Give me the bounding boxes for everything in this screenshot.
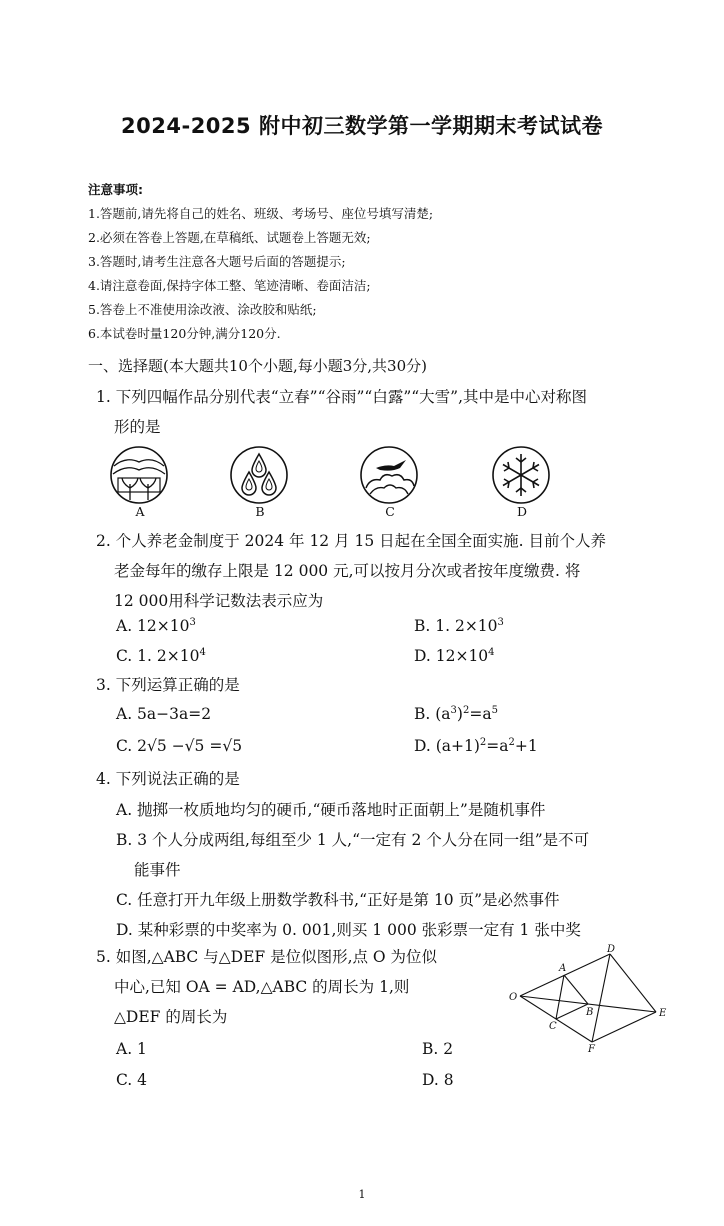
point-f-label: F [588, 1044, 595, 1054]
question-3 [96, 670, 240, 700]
notes-item: 3.答题时,请考生注意各大题号后面的答题提示; [88, 254, 346, 269]
q2-option-b[interactable] [414, 617, 504, 635]
notes-block [88, 178, 433, 346]
q1-line1: 1. 下列四幅作品分别代表“立春”“谷雨”“白露”“大雪”,其中是中心对称图 [96, 388, 588, 406]
notes-item: 4.请注意卷面,保持字体工整、笔迹清晰、卷面洁洁; [88, 278, 371, 293]
q5-option-c[interactable]: C. 4 [116, 1071, 148, 1089]
bird-clouds-icon [358, 444, 420, 506]
q2-option-d-text: D. 12×10 [414, 647, 489, 666]
picture-b [228, 444, 292, 519]
q3-option-b-part: B. (a [414, 705, 451, 724]
q3-option-b-part: =a [469, 705, 492, 724]
notes-item: 6.本试卷时量120分钟,满分120分. [88, 326, 281, 341]
section-heading: 一、选择题(本大题共10个小题,每小题3分,共30分) [88, 357, 427, 375]
exam-title: 2024-2025 附中初三数学第一学期期末考试试卷 [121, 114, 603, 138]
q5-line1: 5. 如图,△ABC 与△DEF 是位似图形,点 O 为位似 [96, 948, 438, 966]
page-number: 1 [358, 1188, 366, 1201]
q4-option-a[interactable]: A. 抛掷一枚质地均匀的硬币,“硬币落地时正面朝上”是随机事件 [116, 801, 546, 819]
q3-option-b-exp: 5 [491, 705, 498, 716]
q2-line3: 12 000用科学记数法表示应为 [114, 592, 324, 610]
q3-option-d-part: D. (a+1) [414, 737, 480, 756]
q2-line1: 2. 个人养老金制度于 2024 年 12 月 15 日起在全国全面实施. 目前个人养 [96, 532, 607, 550]
question-5 [96, 942, 437, 1032]
q4-stem: 4. 下列说法正确的是 [96, 770, 240, 788]
q5-line2: 中心,已知 OA = AD,△ABC 的周长为 1,则 [114, 978, 410, 996]
point-d-label: D [607, 944, 616, 955]
point-o-label: O [509, 992, 518, 1003]
point-e-label: E [659, 1008, 667, 1019]
picture-c [358, 444, 422, 519]
q2-option-c-exp: 4 [199, 647, 206, 658]
q2-option-a[interactable] [116, 617, 196, 635]
q3-stem: 3. 下列运算正确的是 [96, 676, 240, 694]
notes-item: 1.答题前,请先将自己的姓名、班级、考场号、座位号填写清楚; [88, 206, 434, 221]
q1-pictures [108, 444, 568, 524]
q2-option-b-exp: 3 [497, 617, 504, 628]
q2-option-a-text: A. 12×10 [116, 617, 190, 636]
picture-d [490, 444, 554, 519]
label-b: B [255, 504, 265, 519]
raindrops-icon [228, 444, 290, 506]
q3-option-b-exp: 3 [450, 705, 457, 716]
q2-line2: 老金每年的缴存上限是 12 000 元,可以按月分次或者按年度缴费. 将 [114, 562, 581, 580]
q2-option-d[interactable] [414, 647, 495, 665]
q2-option-c-text: C. 1. 2×10 [116, 647, 200, 666]
question-2 [96, 526, 606, 616]
label-d: D [516, 504, 528, 519]
point-b-label: B [586, 1007, 594, 1018]
q2-option-c[interactable] [116, 647, 206, 665]
q2-option-d-exp: 4 [488, 647, 495, 658]
notes-item: 5.答卷上不准使用涂改液、涂改胶和贴纸; [88, 302, 317, 317]
q5-option-a[interactable]: A. 1 [116, 1040, 147, 1058]
q4-option-b-cont: 能事件 [134, 861, 181, 879]
q3-option-d-part: +1 [514, 737, 538, 756]
q5-homothety-figure [506, 944, 676, 1054]
q3-option-d-part: =a [486, 737, 509, 756]
q5-line3: △DEF 的周长为 [114, 1008, 228, 1026]
q4-option-d[interactable]: D. 某种彩票的中奖率为 0. 001,则买 1 000 张彩票一定有 1 张中奖 [116, 921, 581, 939]
q1-line2: 形的是 [114, 418, 161, 436]
q3-option-d-exp: 2 [479, 737, 487, 748]
point-c-label: C [549, 1021, 557, 1032]
q4-option-c[interactable]: C. 任意打开九年级上册数学教科书,“正好是第 10 页”是必然事件 [116, 891, 560, 909]
q3-option-c[interactable]: C. 2√5 −√5 =√5 [116, 737, 243, 755]
notes-heading: 注意事项: [88, 182, 143, 197]
q5-option-d[interactable]: D. 8 [422, 1071, 454, 1089]
q2-option-b-text: B. 1. 2×10 [414, 617, 498, 636]
label-c: C [385, 504, 395, 519]
q3-option-b[interactable] [414, 705, 498, 723]
picture-a [108, 444, 172, 519]
q3-option-d-exp: 2 [508, 737, 515, 748]
q5-option-b[interactable]: B. 2 [422, 1040, 454, 1058]
q4-option-b[interactable]: B. 3 个人分成两组,每组至少 1 人,“一定有 2 个人分在同一组”是不可 [116, 831, 590, 849]
question-4 [96, 764, 240, 794]
point-a-label: A [559, 963, 567, 974]
q3-option-d[interactable] [414, 737, 538, 755]
q2-option-a-exp: 3 [189, 617, 196, 628]
q3-option-b-part: ) [456, 705, 463, 724]
q3-option-a[interactable]: A. 5a−3a=2 [116, 705, 212, 723]
notes-item: 2.必须在答卷上答题,在草稿纸、试题卷上答题无效; [88, 230, 371, 245]
label-a: A [135, 504, 145, 519]
question-1 [96, 382, 587, 442]
snowflake-icon [490, 444, 552, 506]
spring-sprout-icon [108, 444, 170, 506]
q3-option-b-exp: 2 [462, 705, 470, 716]
